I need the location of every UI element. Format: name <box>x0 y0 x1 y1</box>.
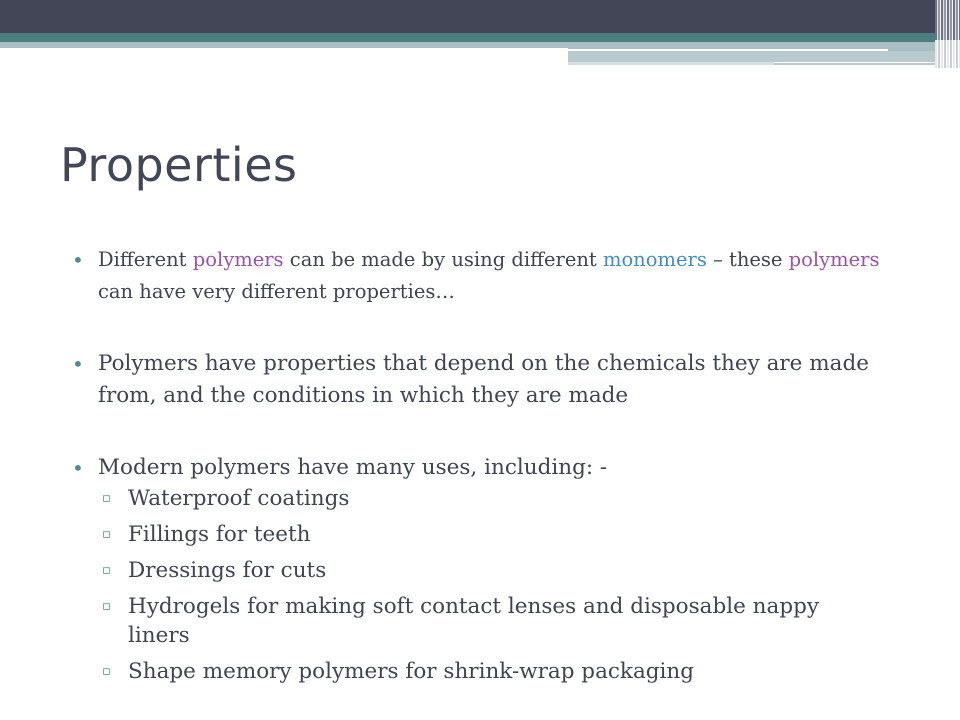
sub-item-hydrogels <box>72 592 882 650</box>
sub-item-text: Waterproof coatings <box>128 486 350 511</box>
highlight-polymers: polymers <box>192 248 284 271</box>
sub-bullet-icon: ▫ <box>102 527 111 542</box>
sub-item-fillings <box>72 520 882 549</box>
sub-item-text: Hydrogels for making soft contact lenses and disposable nappy liners <box>128 594 819 648</box>
sub-item-text: Fillings for teeth <box>128 522 311 547</box>
header-band-dark <box>0 0 935 33</box>
sub-item-shape-memory <box>72 657 882 686</box>
bullet-text-segment: Different <box>98 248 193 271</box>
bullet-icon: • <box>72 248 84 272</box>
bullet-icon: • <box>72 456 84 480</box>
bullet-text-segment: – these <box>706 248 789 271</box>
slide-title: Properties <box>60 138 298 192</box>
highlight-monomers: monomers <box>602 248 707 271</box>
bullet-text-segment: can be made by using different <box>283 248 603 271</box>
header-band-right-tab <box>568 62 774 65</box>
sub-item-text: Dressings for cuts <box>128 558 327 583</box>
sub-item-waterproof-coatings <box>72 484 882 513</box>
bullet-item-properties <box>72 348 882 412</box>
uses-sublist <box>72 484 882 686</box>
sub-bullet-icon: ▫ <box>102 563 111 578</box>
bullet-item-polymers-monomers <box>72 244 882 308</box>
header-band-light <box>0 42 568 48</box>
header-stripes-dark-decoration <box>935 0 960 40</box>
slide-body <box>72 244 882 693</box>
bullet-text-segment: can have very different properties… <box>98 280 455 303</box>
bullet-icon: • <box>72 352 84 376</box>
header-band-teal <box>0 33 935 42</box>
sub-bullet-icon: ▫ <box>102 491 111 506</box>
sub-item-text: Shape memory polymers for shrink-wrap packaging <box>128 659 695 684</box>
bullet-item-uses <box>72 452 882 484</box>
header-band-right-line <box>774 62 935 63</box>
highlight-polymers: polymers <box>788 248 880 271</box>
bullet-text: Polymers have properties that depend on the chemicals they are made from, and the conditions in which they are made <box>98 351 869 408</box>
sub-bullet-icon: ▫ <box>102 599 111 614</box>
bullet-text: Modern polymers have many uses, including: - <box>98 455 608 480</box>
sub-item-dressings <box>72 556 882 585</box>
sub-bullet-icon: ▫ <box>102 664 111 679</box>
